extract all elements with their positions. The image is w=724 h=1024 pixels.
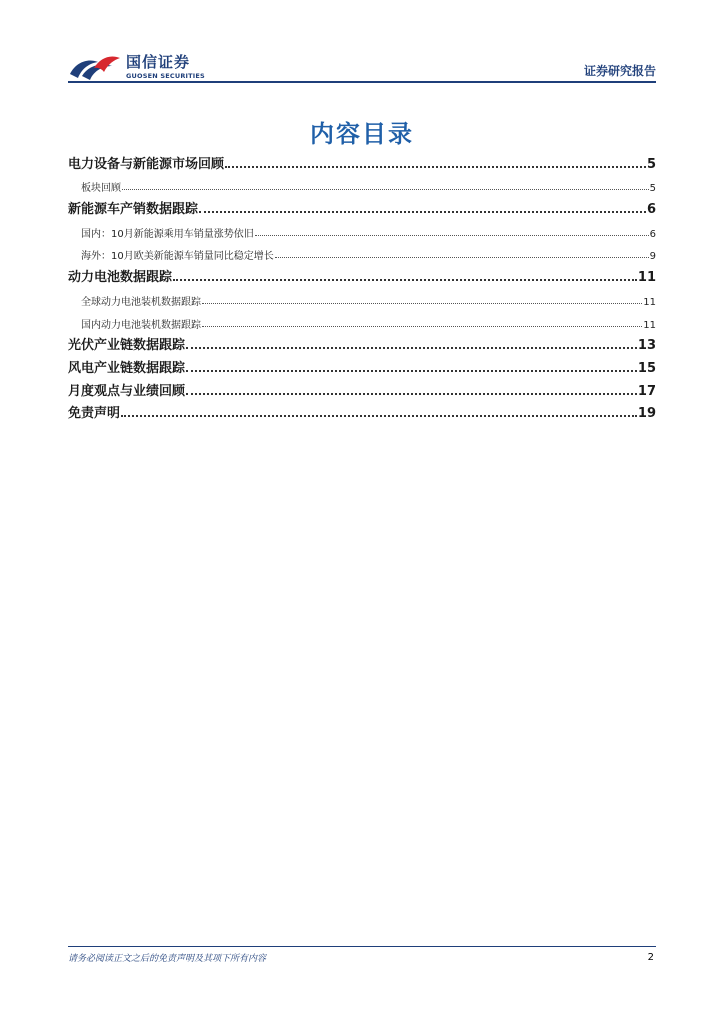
toc-entry-subsection[interactable] [68,288,656,311]
toc-entry-label: 板块回顾 [81,183,121,195]
toc-dot-leader [275,257,649,258]
toc-entry-label: 免责声明 [68,406,121,422]
toc-dot-leader [225,166,646,168]
footer-divider [68,946,656,947]
toc-entry-label: 电力设备与新能源市场回顾 [68,156,225,172]
report-type-label: 证券研究报告 [583,64,656,78]
toc-dot-leader [202,303,642,304]
toc-dot-leader [121,415,637,417]
toc-entry-section[interactable] [68,334,656,357]
toc-entry-label: 国内：10月新能源乘用车销量涨势依旧 [81,228,254,240]
toc-entry-page: 6 [646,202,656,218]
page-footer [68,946,656,964]
toc-entry-page: 5 [646,156,656,172]
toc-entry-section[interactable] [68,402,656,425]
toc-dot-leader [199,211,646,213]
toc-entry-label: 光伏产业链数据跟踪 [68,338,186,354]
company-logo [68,50,205,84]
toc-entry-page: 11 [643,296,656,308]
toc-entry-section[interactable] [68,265,656,288]
toc-entry-subsection[interactable] [68,311,656,334]
toc-entry-label: 风电产业链数据跟踪 [68,360,186,376]
toc-entry-page: 5 [649,183,656,195]
toc-entry-page: 11 [637,270,656,286]
guosen-logo-icon [68,52,122,82]
toc-entry-label: 新能源车产销数据跟踪 [68,202,199,218]
footer-disclaimer-note: 请务必阅读正文之后的免责声明及其项下所有内容 [68,954,267,964]
toc-entry-subsection[interactable] [68,243,656,266]
toc-entry-page: 9 [649,251,656,263]
toc-title: 内容目录 [310,120,414,148]
toc-dot-leader [122,189,649,190]
toc-dot-leader [186,347,637,349]
toc-entry-label: 全球动力电池装机数据跟踪 [81,296,201,308]
toc-entry-subsection[interactable] [68,175,656,198]
toc-dot-leader [202,326,642,327]
toc-entry-section[interactable] [68,152,656,175]
toc-dot-leader [173,279,637,281]
toc-entry-page: 6 [649,228,656,240]
toc-entry-page: 11 [643,319,656,331]
toc-entry-section[interactable] [68,356,656,379]
toc-dot-leader [186,370,637,372]
logo-english-name: GUOSEN SECURITIES [126,71,205,80]
header-divider [68,81,656,83]
toc-entry-label: 月度观点与业绩回顾 [68,383,186,399]
toc-dot-leader [186,393,637,395]
toc-entry-page: 13 [637,338,656,354]
table-of-contents [68,152,656,424]
toc-dot-leader [255,235,649,236]
toc-entry-section[interactable] [68,197,656,220]
toc-entry-label: 海外：10月欧美新能源车销量同比稳定增长 [81,251,274,263]
toc-entry-section[interactable] [68,379,656,402]
logo-chinese-name: 国信证券 [126,52,191,71]
toc-entry-page: 19 [637,406,656,422]
page-number: 2 [647,952,654,963]
toc-entry-page: 15 [637,360,656,376]
toc-entry-label: 动力电池数据跟踪 [68,270,173,286]
toc-entry-subsection[interactable] [68,220,656,243]
toc-entry-page: 17 [637,383,656,399]
page-header [68,50,656,86]
toc-entry-label: 国内动力电池装机数据跟踪 [81,319,201,331]
